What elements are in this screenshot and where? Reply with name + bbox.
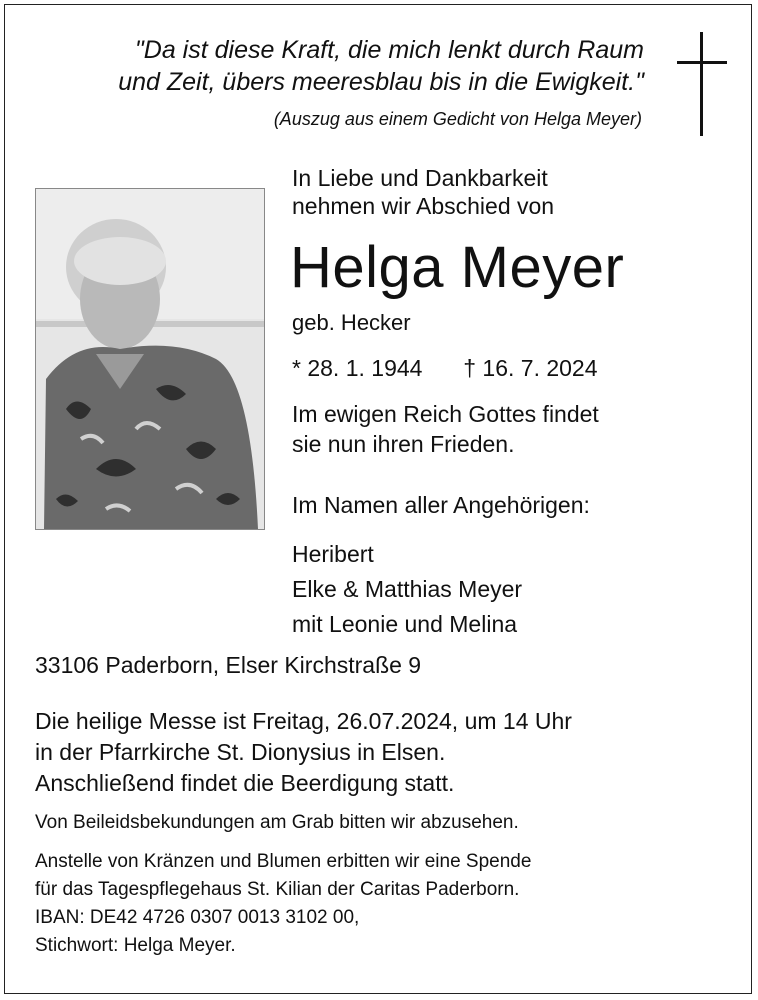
family-address: 33106 Paderborn, Elser Kirchstraße 9 [35,652,422,678]
donation-info [35,848,531,960]
condolence-note: Von Beileidsbekundungen am Grab bitten wir abzusehen. [35,812,519,833]
faith-text [292,399,599,459]
birth-name: geb. Hecker [292,310,411,335]
intro-line-2: nehmen wir Abschied von [292,193,555,219]
service-line-3: Anschließend findet die Beerdigung statt. [35,770,455,796]
death-date: † 16. 7. 2024 [463,355,598,381]
quote-source: (Auszug aus einem Gedicht von Helga Meyer) [273,109,642,129]
list-item: Elke & Matthias Meyer [292,576,523,602]
life-dates [292,355,598,382]
portrait-photo [35,188,265,530]
faith-line-2: sie nun ihren Frieden. [292,431,515,457]
cross-icon [677,32,727,136]
intro-text [292,164,554,220]
deceased-name: Helga Meyer [290,235,625,300]
donation-line-1: Anstelle von Kränzen und Blumen erbitten wir eine Spende [35,851,532,872]
quote-line-2: und Zeit, übers meeresblau bis in die Ewigkeit." [118,68,644,96]
list-item: mit Leonie und Melina [292,611,518,637]
birth-date: * 28. 1. 1944 [292,355,423,381]
intro-line-1: In Liebe und Dankbarkeit [292,165,548,191]
service-line-2: in der Pfarrkirche St. Dionysius in Elsen. [35,739,446,765]
donation-line-2: für das Tagespflegehaus St. Kilian der Caritas Paderborn. [35,879,520,900]
faith-line-1: Im ewigen Reich Gottes findet [292,401,599,427]
service-line-1: Die heilige Messe ist Freitag, 26.07.2024, um 14 Uhr [35,708,572,734]
donation-keyword: Stichwort: Helga Meyer. [35,935,236,956]
donation-iban: IBAN: DE42 4726 0307 0013 3102 00, [35,907,360,928]
list-item: Heribert [292,541,374,567]
mourners-heading: Im Namen aller Angehörigen: [292,492,590,518]
poem-quote [118,34,644,98]
quote-line-1: "Da ist diese Kraft, die mich lenkt durch Raum [134,36,644,64]
mourners-list [292,537,522,642]
service-info [35,706,572,799]
